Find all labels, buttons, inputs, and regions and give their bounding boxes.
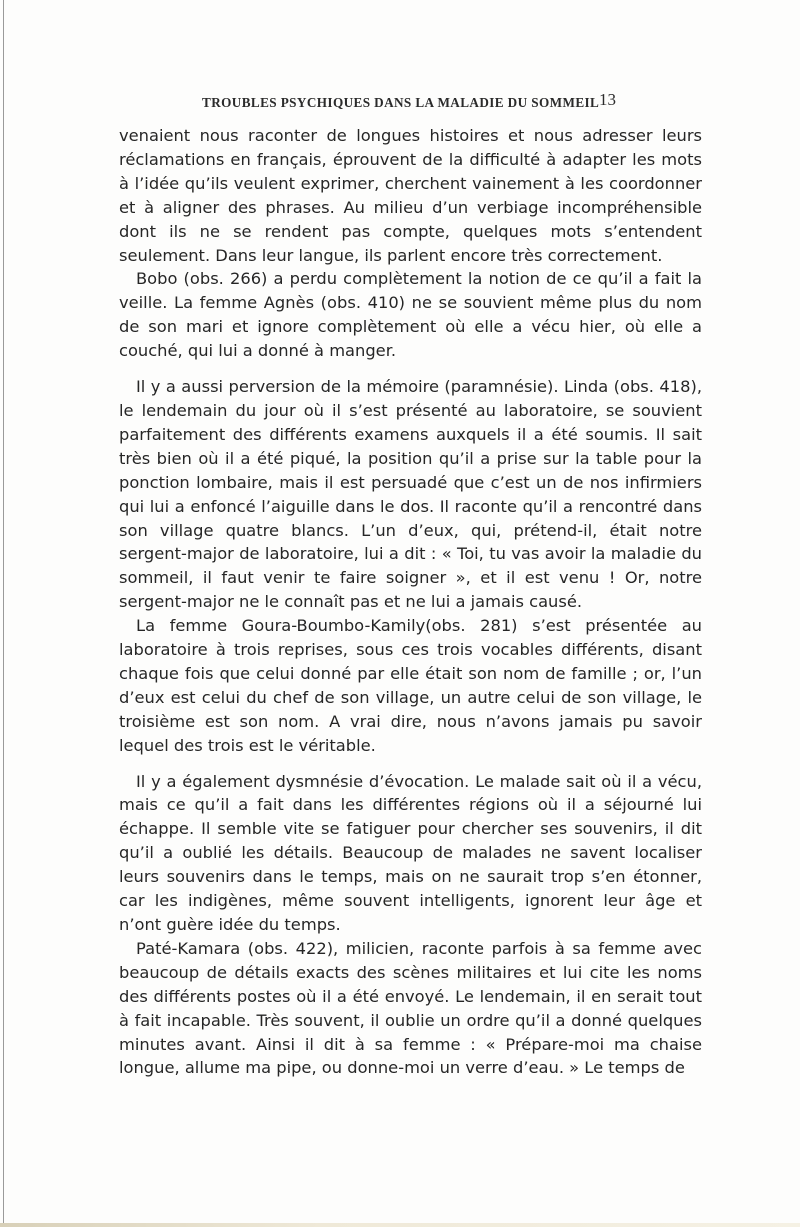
page-gutter-edge bbox=[3, 0, 4, 1227]
paragraph-paramnesie: Il y a aussi perversion de la mémoire (paramnésie). Linda (obs. 418), le lendemain du jour où il s’est présenté au laboratoire, se souvient parfaitement des différents examens auxquels il a été soumis. Il sait très bien où il a été piqué, la position qu’il a prise sur la table pour la ponction lombaire, mais il est persuadé que c’est un de nos infirmiers qui lui a enfoncé l’aiguille dans le dos. Il raconte qu’il a rencontré dans son village quatre blancs. L’un d’eux, qui, prétend-il, était notre sergent-major de laboratoire, lui a dit : « Toi, tu vas avoir la maladie du sommeil, il faut venir te faire soigner », et il est venu ! Or, notre sergent-major ne le connaît pas et ne lui a jamais causé. bbox=[119, 377, 702, 612]
paragraph-continuation: venaient nous raconter de longues histoires et nous adresser leurs réclamations en français, éprouvent de la difficulté à adapter les mots à l’idée qu’ils veulent exprimer, cherchent vainement à les coordonner et à aligner des phrases. Au milieu d’un verbiage incompréhensible dont ils ne se rendent pas compte, quelques mots s’entendent seulement. Dans leur langue, ils parlent encore très correctement. bbox=[119, 126, 702, 265]
paragraph-pate-kamara: Paté-Kamara (obs. 422), milicien, raconte parfois à sa femme avec beaucoup de détails exacts des scènes militaires et lui cite les noms des différents postes où il a été envoyé. Le lendemain, il en serait tout à fait incapable. Très souvent, il oublie un ordre qu’il a donné quelques minutes avant. Ainsi il dit à sa femme : « Prépare-moi ma chaise longue, allume ma pipe, ou donne-moi un verre d’eau. » Le temps de bbox=[119, 938, 702, 1078]
paragraph-dysmnesie: Il y a également dysmnésie d’évocation. Le malade sait où il a vécu, mais ce qu’il a fait dans les différentes régions où il a séjourné lui échappe. Il semble vite se fatiguer pour chercher ses souvenirs, il dit qu’il a oublié les détails. Beaucoup de malades ne savent localiser leurs souvenirs dans le temps, mais on ne saurait trop s’en étonner, car les indigènes, même souvent intelligents, ignorent leur âge et n’ont guère idée du temps. bbox=[119, 771, 702, 934]
page-number: 13 bbox=[599, 90, 616, 109]
paragraph-bobo: Bobo (obs. 266) a perdu complètement la notion de ce qu’il a fait la veille. La femme Agnès (obs. 410) ne se souvient même plus du nom de son mari et ignore complètement où elle a vécu hier, où elle a couché, qui lui a donné à manger. bbox=[119, 269, 702, 361]
running-header-title: TROUBLES PSYCHIQUES DANS LA MALADIE DU SOMMEIL bbox=[202, 95, 600, 110]
paragraph-goura: La femme Goura-Boumbo-Kamily(obs. 281) s’est présentée au laboratoire à trois reprises, sous ces trois vocables différents, disant chaque fois que celui donné par elle était son nom de famille ; or, l’un d’eux est celui du chef de son village, un autre celui de son village, le troisième est son nom. A vrai dire, nous n’avons jamais pu savoir lequel des trois est le véritable. bbox=[119, 616, 702, 755]
page-bottom-edge bbox=[0, 1223, 800, 1227]
body-text bbox=[119, 124, 702, 1080]
